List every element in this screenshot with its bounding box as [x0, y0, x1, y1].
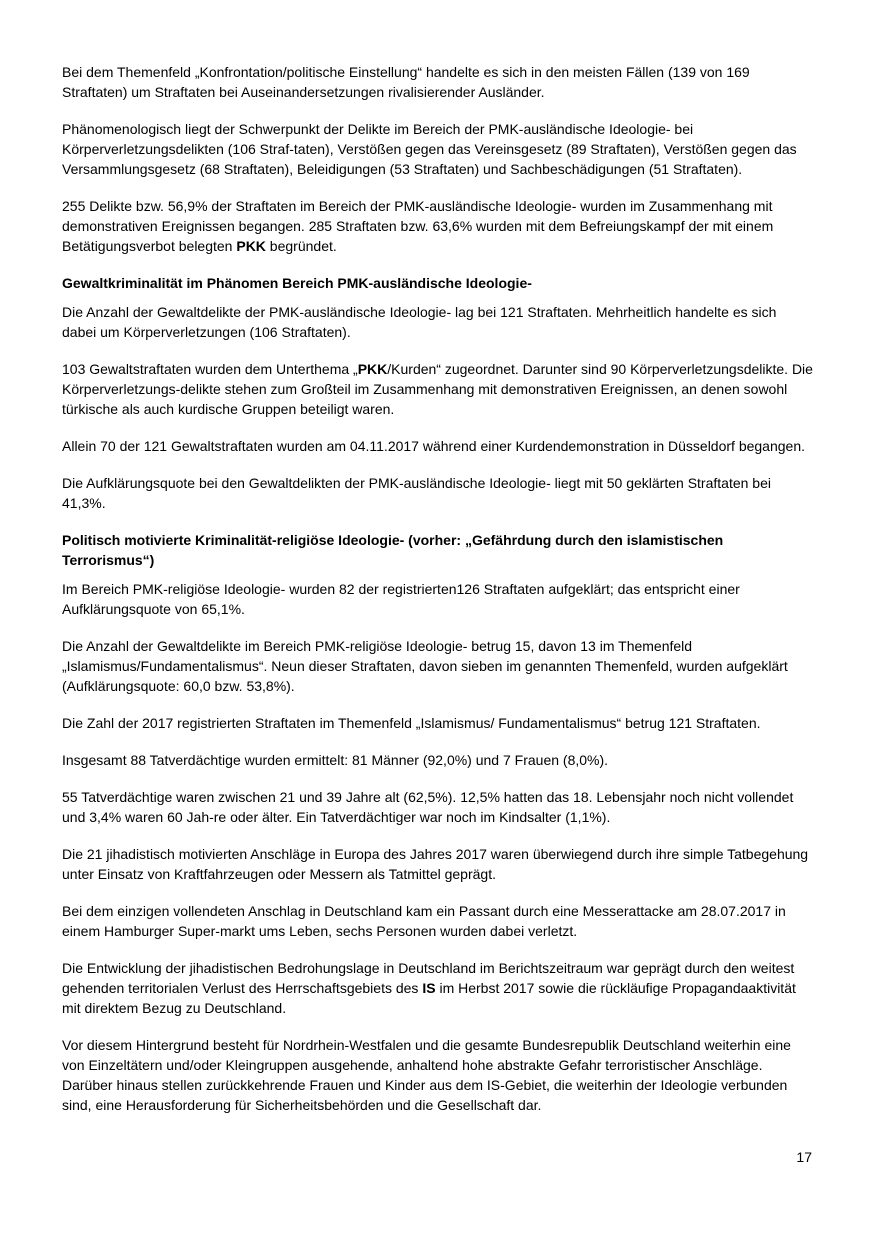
paragraph: Die 21 jihadistisch motivierten Anschläge in Europa des Jahres 2017 waren überwiegend durch ihre simple Tatbegehung unter Einsatz von Kraftfahrzeugen oder Messern als Tatmittel geprägt.: [62, 846, 809, 882]
document-page: [62, 62, 814, 1132]
paragraph: [62, 196, 814, 256]
page-number: 17: [796, 1149, 812, 1165]
paragraph-text: 103 Gewaltstraftaten wurden dem Unterthema „: [62, 361, 358, 377]
paragraph-text: /Kurden“ zugeordnet. Darunter sind 90 Körperverletzungsdelikte. Die Körperverletzungs-delikte stehen zum Großteil im Zusammenhang mit demonstrativen Ereignissen, an denen sowohl türkische als auch kurdische Gruppen beteiligt waren.: [62, 361, 813, 417]
paragraph: Die Zahl der 2017 registrierten Straftaten im Themenfeld „Islamismus/ Fundamentalismus“ betrug 121 Straftaten.: [62, 715, 761, 731]
section-heading: Politisch motivierte Kriminalität-religiöse Ideologie- (vorher: „Gefährdung durch den islamistischen Terrorismus“): [62, 532, 724, 568]
paragraph: Im Bereich PMK-religiöse Ideologie- wurden 82 der registrierten126 Straftaten aufgeklärt; das entspricht einer Aufklärungsquote von 65,1%.: [62, 581, 740, 617]
paragraph: Die Anzahl der Gewaltdelikte im Bereich PMK-religiöse Ideologie- betrug 15, davon 13 im Themenfeld „Islamismus/Fundamentalismus“. Neun dieser Straftaten, davon sieben im genannten Themenfeld, wurden aufgeklärt (Aufklärungsquote: 60,0 bzw. 53,8%).: [62, 638, 788, 694]
paragraph-text: im Herbst 2017 sowie die rückläufige Propagandaaktivität mit direktem Bezug zu Deutschland.: [62, 980, 796, 1016]
paragraph-text: Die Entwicklung der jihadistischen Bedrohungslage in Deutschland im Berichtszeitraum war geprägt durch den weitest gehenden territorialen Verlust des Herrschaftsgebiets des: [62, 960, 795, 996]
paragraph: Vor diesem Hintergrund besteht für Nordrhein-Westfalen und die gesamte Bundesrepublik Deutschland weiterhin eine von Einzeltätern und/oder Kleingruppen ausgehende, anhaltend hohe abstrakte Gefahr terroristischer Anschläge. Darüber hinaus stellen zurückkehrende Frauen und Kinder aus dem IS-Gebiet, die weiterhin der Ideologie verbunden sind, eine Herausforderung für Sicherheitsbehörden und die Gesellschaft dar.: [62, 1037, 791, 1113]
bold-term: IS: [422, 980, 436, 996]
paragraph-text: 255 Delikte bzw. 56,9% der Straftaten im Bereich der PMK-ausländische Ideologie- wurden im Zusammenhang mit demonstrativen Ereignissen begangen. 285 Straftaten bzw. 63,6% wurden mit dem Befreiungskampf der mit einem Betätigungsverbot belegten: [62, 198, 774, 254]
bold-term: PKK: [357, 361, 388, 377]
bold-term: PKK: [236, 238, 266, 254]
paragraph: Die Aufklärungsquote bei den Gewaltdelikten der PMK-ausländische Ideologie- liegt mit 50 geklärten Straftaten bei 41,3%.: [62, 475, 771, 511]
section-heading: Gewaltkriminalität im Phänomen Bereich PMK-ausländische Ideologie-: [62, 275, 532, 291]
paragraph: 55 Tatverdächtige waren zwischen 21 und 39 Jahre alt (62,5%). 12,5% hatten das 18. Lebensjahr noch nicht vollendet und 3,4% waren 60 Jah-re oder älter. Ein Tatverdächtiger war noch im Kindsalter (1,1%).: [62, 789, 794, 825]
paragraph: Insgesamt 88 Tatverdächtige wurden ermittelt: 81 Männer (92,0%) und 7 Frauen (8,0%).: [62, 752, 609, 768]
paragraph: Bei dem einzigen vollendeten Anschlag in Deutschland kam ein Passant durch eine Messerattacke am 28.07.2017 in einem Hamburger Super-markt ums Leben, sechs Personen wurden dabei verletzt.: [62, 903, 786, 939]
paragraph: Phänomenologisch liegt der Schwerpunkt der Delikte im Bereich der PMK-ausländische Ideologie- bei Körperverletzungsdelikten (106 Straf-taten), Verstößen gegen das Vereinsgesetz (89 Straftaten), Verstößen gegen das Versammlungsgesetz (68 Straftaten), Beleidigungen (53 Straftaten) und Sachbeschädigungen (51 Straftaten).: [62, 121, 797, 177]
paragraph: Die Anzahl der Gewaltdelikte der PMK-ausländische Ideologie- lag bei 121 Straftaten. Mehrheitlich handelte es sich dabei um Körperverletzungen (106 Straftaten).: [62, 304, 777, 340]
paragraph: Allein 70 der 121 Gewaltstraftaten wurden am 04.11.2017 während einer Kurdendemonstration in Düsseldorf begangen.: [62, 438, 805, 454]
paragraph-text: begründet.: [265, 238, 337, 254]
paragraph: [62, 958, 814, 1018]
paragraph: Bei dem Themenfeld „Konfrontation/politische Einstellung“ handelte es sich in den meisten Fällen (139 von 169 Straftaten) um Straftaten bei Auseinandersetzungen rivalisierender Ausländer.: [62, 64, 750, 100]
paragraph: [62, 359, 814, 419]
